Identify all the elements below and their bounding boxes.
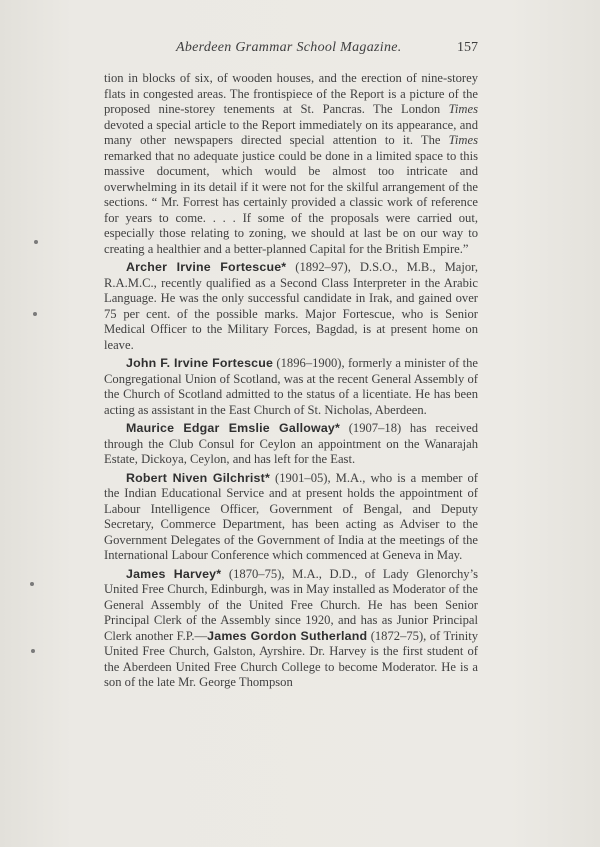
margin-speck <box>30 582 34 586</box>
person-name: James Harvey* <box>126 566 222 581</box>
paragraph-fortescue-archer: Archer Irvine Fortescue* (1892–97), D.S.O., M.B., Major, R.A.M.C., recently qualified as a Second Class Interpreter in the Arabic Language. He was the only successful candidate in Irak, and gained over 75 per cent. of the possible marks. Major Fortescue, who is Senior Medical Officer to the Military Forces, Bagdad, is at present home on leave. <box>104 260 478 352</box>
margin-speck <box>34 240 38 244</box>
running-header <box>104 40 478 60</box>
person-name: James Gordon Sutherland <box>207 628 368 643</box>
paragraph-fortescue-john: John F. Irvine Fortescue (1896–1900), formerly a minister of the Congregational Union of Scotland, was at the recent General Assembly of the Church of Scotland admitted to the status of a licentiate. He has been acting as assistant in the East Church of St. Nicholas, Aberdeen. <box>104 356 478 417</box>
page-number: 157 <box>457 40 478 55</box>
magazine-title: Aberdeen Grammar School Magazine. <box>176 40 402 55</box>
margin-speck <box>33 312 37 316</box>
person-name: Maurice Edgar Emslie Galloway* <box>126 421 341 435</box>
paragraph-gilchrist: Robert Niven Gilchrist* (1901–05), M.A., who is a member of the Indian Educational Service and at present holds the appointment of Labour Intelligence Officer, Government of Bengal, and Deputy Secretary, Commerce Department, has been acting as Adviser to the Government Delegates of the Government of India at the meetings of the International Labour Conference which commenced at Geneva in May. <box>104 470 478 562</box>
person-name: Archer Irvine Fortescue* <box>126 260 287 274</box>
margin-speck <box>31 649 35 653</box>
person-name: John F. Irvine Fortescue <box>126 356 274 370</box>
paragraph-harvey: James Harvey* (1870–75), M.A., D.D., of Lady Glenorchy’s United Free Church, Edinburgh, was in May installed as Moderator of the General Assembly of the United Free Church. He has been Senior Principal Clerk of the Assembly since 1920, and has as Junior Principal Clerk another F.P.—James Gordon Sutherland (1872–75), of Trinity United Free Church, Galston, Ayrshire. Dr. Harvey is the first student of the Aberdeen United Free Church College to become Moderator. He is a son of the late Mr. George Thompson <box>104 566 478 689</box>
person-name: Robert Niven Gilchrist* <box>126 470 270 485</box>
article-body <box>104 71 478 691</box>
paragraph-galloway: Maurice Edgar Emslie Galloway* (1907–18) has received through the Club Consul for Ceylon an appointment on the Wanarajah Estate, Dickoya, Ceylon, and has left for the East. <box>104 421 478 466</box>
paragraph-intro: tion in blocks of six, of wooden houses, and the erection of nine-storey flats in congested areas. The frontispiece of the Report is a picture of the proposed nine-storey tenements at St. Pancras. The London Times devoted a special article to the Report immediately on its appearance, and many other newspapers directed special attention to it. The Times remarked that no adequate justice could be done in a limited space to this massive document, which would be almost too intricate and overwhelming in its detail if it were not for the skilful arrangement of the sections. “ Mr. Forrest has certainly provided a classic work of reference for years to come. . . . If some of the proposals were carried out, especially those relating to zoning, we should at last be on our way to creating a healthier and a better-planned Capital for the British Empire.” <box>104 71 478 256</box>
